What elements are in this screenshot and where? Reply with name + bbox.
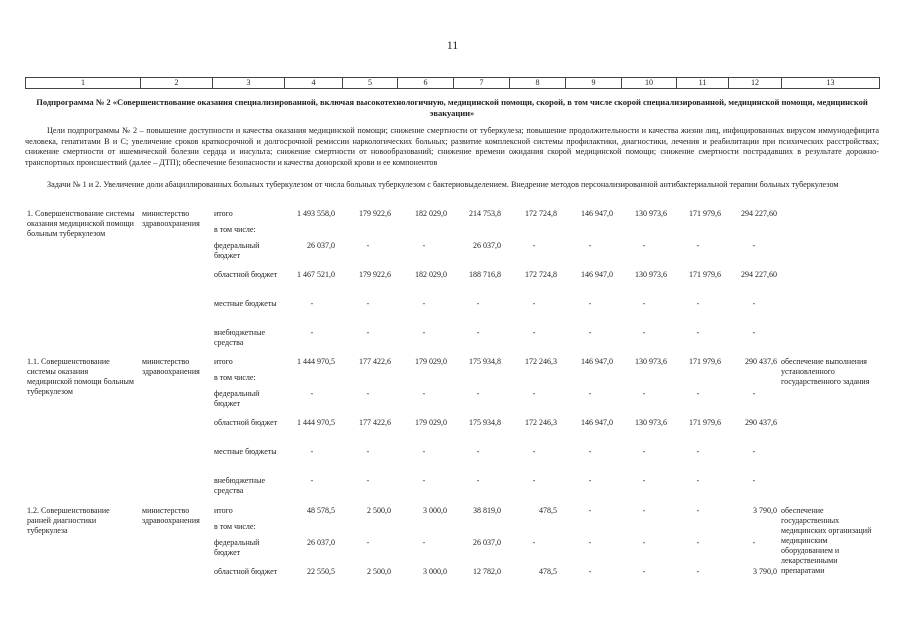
value-dash: - (642, 389, 646, 398)
value-dash: - (696, 447, 700, 456)
funding-source-label: внебюджетные средства (214, 328, 265, 347)
funding-value: 12 782,0 (473, 567, 501, 576)
value-dash: - (422, 241, 426, 250)
value-dash: - (588, 476, 592, 485)
value-dash: - (310, 299, 314, 308)
value-dash: - (696, 506, 700, 515)
value-dash: - (752, 241, 756, 250)
activity-name: 1. Совершенствование системы оказания медицинской помощи больным туберкулезом (27, 209, 135, 238)
funding-source-label: федеральный бюджет (214, 241, 260, 260)
funding-value: 1 467 521,0 (297, 270, 335, 279)
value-dash: - (532, 447, 536, 456)
value-dash: - (588, 538, 592, 547)
value-dash: - (532, 328, 536, 337)
value-dash: - (476, 328, 480, 337)
value-dash: - (642, 241, 646, 250)
value-dash: - (366, 299, 370, 308)
funding-value: 171 979,6 (689, 357, 721, 366)
activity-executor: министерство здравоохранения (142, 357, 200, 376)
subprogram-tasks: Задачи № 1 и 2. Увеличение доли абациллированных больных туберкулезом от числа больных туберкулезом с бактериовыделением. Внедрение методов персонализированной антибактериальной терапии больных туберкулезом (47, 180, 839, 189)
value-dash: - (422, 389, 426, 398)
funding-value: 179 922,6 (359, 270, 391, 279)
funding-value: 26 037,0 (473, 538, 501, 547)
activity-executor: министерство здравоохранения (142, 209, 200, 228)
funding-value: 290 437,6 (745, 357, 777, 366)
value-dash: - (752, 538, 756, 547)
funding-value: 182 029,0 (415, 270, 447, 279)
funding-value: 179 922,6 (359, 209, 391, 218)
value-dash: - (752, 476, 756, 485)
value-dash: - (642, 447, 646, 456)
activity-executor: министерство здравоохранения (142, 506, 200, 525)
funding-value: 171 979,6 (689, 418, 721, 427)
value-dash: - (696, 538, 700, 547)
funding-value: 3 790,0 (753, 567, 777, 576)
funding-value: 294 227,60 (741, 270, 777, 279)
funding-value: 179 029,0 (415, 357, 447, 366)
funding-value: 26 037,0 (307, 538, 335, 547)
value-dash: - (366, 389, 370, 398)
value-dash: - (310, 447, 314, 456)
funding-value: 130 973,6 (635, 418, 667, 427)
funding-value: 22 550,5 (307, 567, 335, 576)
value-dash: - (696, 476, 700, 485)
activity-name: 1.2. Совершенствование ранней диагностики туберкулеза (27, 506, 110, 535)
value-dash: - (422, 476, 426, 485)
funding-value: 130 973,6 (635, 270, 667, 279)
value-dash: - (476, 447, 480, 456)
funding-value: 294 227,60 (741, 209, 777, 218)
column-number: 10 (622, 78, 677, 89)
funding-value: 48 578,5 (307, 506, 335, 515)
funding-source-label: областной бюджет (214, 418, 278, 427)
funding-value: 172 246,3 (525, 357, 557, 366)
funding-value: 2 500,0 (367, 567, 391, 576)
column-number: 1 (26, 78, 141, 89)
value-dash: - (752, 389, 756, 398)
value-dash: - (752, 447, 756, 456)
value-dash: - (696, 567, 700, 576)
value-dash: - (422, 538, 426, 547)
value-dash: - (696, 389, 700, 398)
column-number: 3 (213, 78, 285, 89)
funding-value: 130 973,6 (635, 357, 667, 366)
value-dash: - (588, 567, 592, 576)
funding-value: 175 934,8 (469, 357, 501, 366)
value-dash: - (696, 328, 700, 337)
value-dash: - (366, 241, 370, 250)
funding-value: 2 500,0 (367, 506, 391, 515)
funding-source-label: в том числе: (214, 522, 256, 531)
column-number: 5 (343, 78, 398, 89)
funding-source-label: в том числе: (214, 373, 256, 382)
value-dash: - (366, 476, 370, 485)
column-number: 7 (454, 78, 510, 89)
funding-source-label: внебюджетные средства (214, 476, 265, 495)
value-dash: - (642, 328, 646, 337)
value-dash: - (532, 476, 536, 485)
funding-source-label: итого (214, 357, 233, 366)
funding-value: 172 246,3 (525, 418, 557, 427)
funding-source-label: федеральный бюджет (214, 389, 260, 408)
funding-value: 478,5 (539, 567, 557, 576)
value-dash: - (422, 299, 426, 308)
value-dash: - (642, 567, 646, 576)
funding-value: 26 037,0 (307, 241, 335, 250)
value-dash: - (366, 447, 370, 456)
funding-source-label: областной бюджет (214, 567, 278, 576)
value-dash: - (422, 447, 426, 456)
value-dash: - (588, 389, 592, 398)
activity-result: обеспечение выполнения установленного государственного задания (781, 357, 870, 386)
value-dash: - (642, 506, 646, 515)
funding-value: 179 029,0 (415, 418, 447, 427)
funding-value: 188 716,8 (469, 270, 501, 279)
funding-source-label: местные бюджеты (214, 447, 277, 456)
subprogram-goals: Цели подпрограммы № 2 – повышение доступности и качества оказания медицинской помощи; снижение смертности от туберкулеза; повышение продолжительности и качества жизни лиц, инфицированных вирусом иммунодефицита человека, гепатитами В и С; увеличение сроков краткосрочной и долгосрочной ремиссии наркологических больных; развитие комплексной системы профилактики, диагностики, лечения и реабилитации при психических расстройствах; снижение смертности от ишемической болезни сердца и инсульта; снижение смертности от новообразований; снижение времени ожидания скорой медицинской помощи; снижение смертности пострадавших в результате дорожно-транспортных происшествий (далее – ДТП); обеспечение безопасности и качества донорской крови и ее компонентов (25, 126, 879, 167)
column-number: 11 (677, 78, 729, 89)
funding-source-label: итого (214, 209, 233, 218)
value-dash: - (642, 476, 646, 485)
value-dash: - (696, 241, 700, 250)
value-dash: - (422, 328, 426, 337)
funding-value: 177 422,6 (359, 357, 391, 366)
column-number: 13 (782, 78, 880, 89)
subprogram-title: Подпрограмма № 2 «Совершенствование оказания специализированной, включая высокотехнологичную, медицинской помощи, скорой, в том числе скорой специализированной, медицинской помощи, медицинской эвакуации» (36, 97, 868, 118)
funding-source-label: областной бюджет (214, 270, 278, 279)
value-dash: - (642, 299, 646, 308)
funding-value: 1 444 970,5 (297, 357, 335, 366)
funding-source-label: федеральный бюджет (214, 538, 260, 557)
value-dash: - (476, 389, 480, 398)
value-dash: - (532, 538, 536, 547)
value-dash: - (588, 328, 592, 337)
funding-value: 171 979,6 (689, 270, 721, 279)
funding-source-label: итого (214, 506, 233, 515)
funding-value: 1 444 970,5 (297, 418, 335, 427)
funding-source-label: в том числе: (214, 225, 256, 234)
value-dash: - (532, 241, 536, 250)
value-dash: - (366, 538, 370, 547)
funding-value: 171 979,6 (689, 209, 721, 218)
funding-value: 3 000,0 (423, 567, 447, 576)
value-dash: - (366, 328, 370, 337)
value-dash: - (532, 389, 536, 398)
funding-source-label: местные бюджеты (214, 299, 277, 308)
value-dash: - (642, 538, 646, 547)
value-dash: - (532, 299, 536, 308)
funding-value: 177 422,6 (359, 418, 391, 427)
page-number: 11 (446, 38, 459, 52)
funding-value: 38 819,0 (473, 506, 501, 515)
value-dash: - (310, 328, 314, 337)
funding-value: 130 973,6 (635, 209, 667, 218)
funding-value: 146 947,0 (581, 209, 613, 218)
funding-value: 146 947,0 (581, 418, 613, 427)
funding-value: 3 000,0 (423, 506, 447, 515)
funding-value: 1 493 558,0 (297, 209, 335, 218)
value-dash: - (588, 447, 592, 456)
value-dash: - (476, 476, 480, 485)
funding-value: 214 753,8 (469, 209, 501, 218)
value-dash: - (588, 241, 592, 250)
value-dash: - (752, 328, 756, 337)
funding-value: 26 037,0 (473, 241, 501, 250)
activity-result: обеспечение государственных медицинских организаций медицинским оборудованием и лекарственными препаратами (781, 506, 872, 575)
column-number: 8 (510, 78, 566, 89)
value-dash: - (588, 506, 592, 515)
funding-value: 146 947,0 (581, 357, 613, 366)
value-dash: - (588, 299, 592, 308)
funding-value: 172 724,8 (525, 270, 557, 279)
funding-value: 175 934,8 (469, 418, 501, 427)
value-dash: - (696, 299, 700, 308)
value-dash: - (752, 299, 756, 308)
value-dash: - (476, 299, 480, 308)
funding-value: 182 029,0 (415, 209, 447, 218)
funding-value: 3 790,0 (753, 506, 777, 515)
column-number: 2 (141, 78, 213, 89)
funding-value: 290 437,6 (745, 418, 777, 427)
column-number: 4 (285, 78, 343, 89)
column-number: 12 (729, 78, 782, 89)
funding-value: 478,5 (539, 506, 557, 515)
value-dash: - (310, 476, 314, 485)
funding-value: 146 947,0 (581, 270, 613, 279)
funding-value: 172 724,8 (525, 209, 557, 218)
column-number: 9 (566, 78, 622, 89)
value-dash: - (310, 389, 314, 398)
column-number: 6 (398, 78, 454, 89)
activity-name: 1.1. Совершенствование системы оказания медицинской помощи больным туберкулезом (27, 357, 134, 396)
